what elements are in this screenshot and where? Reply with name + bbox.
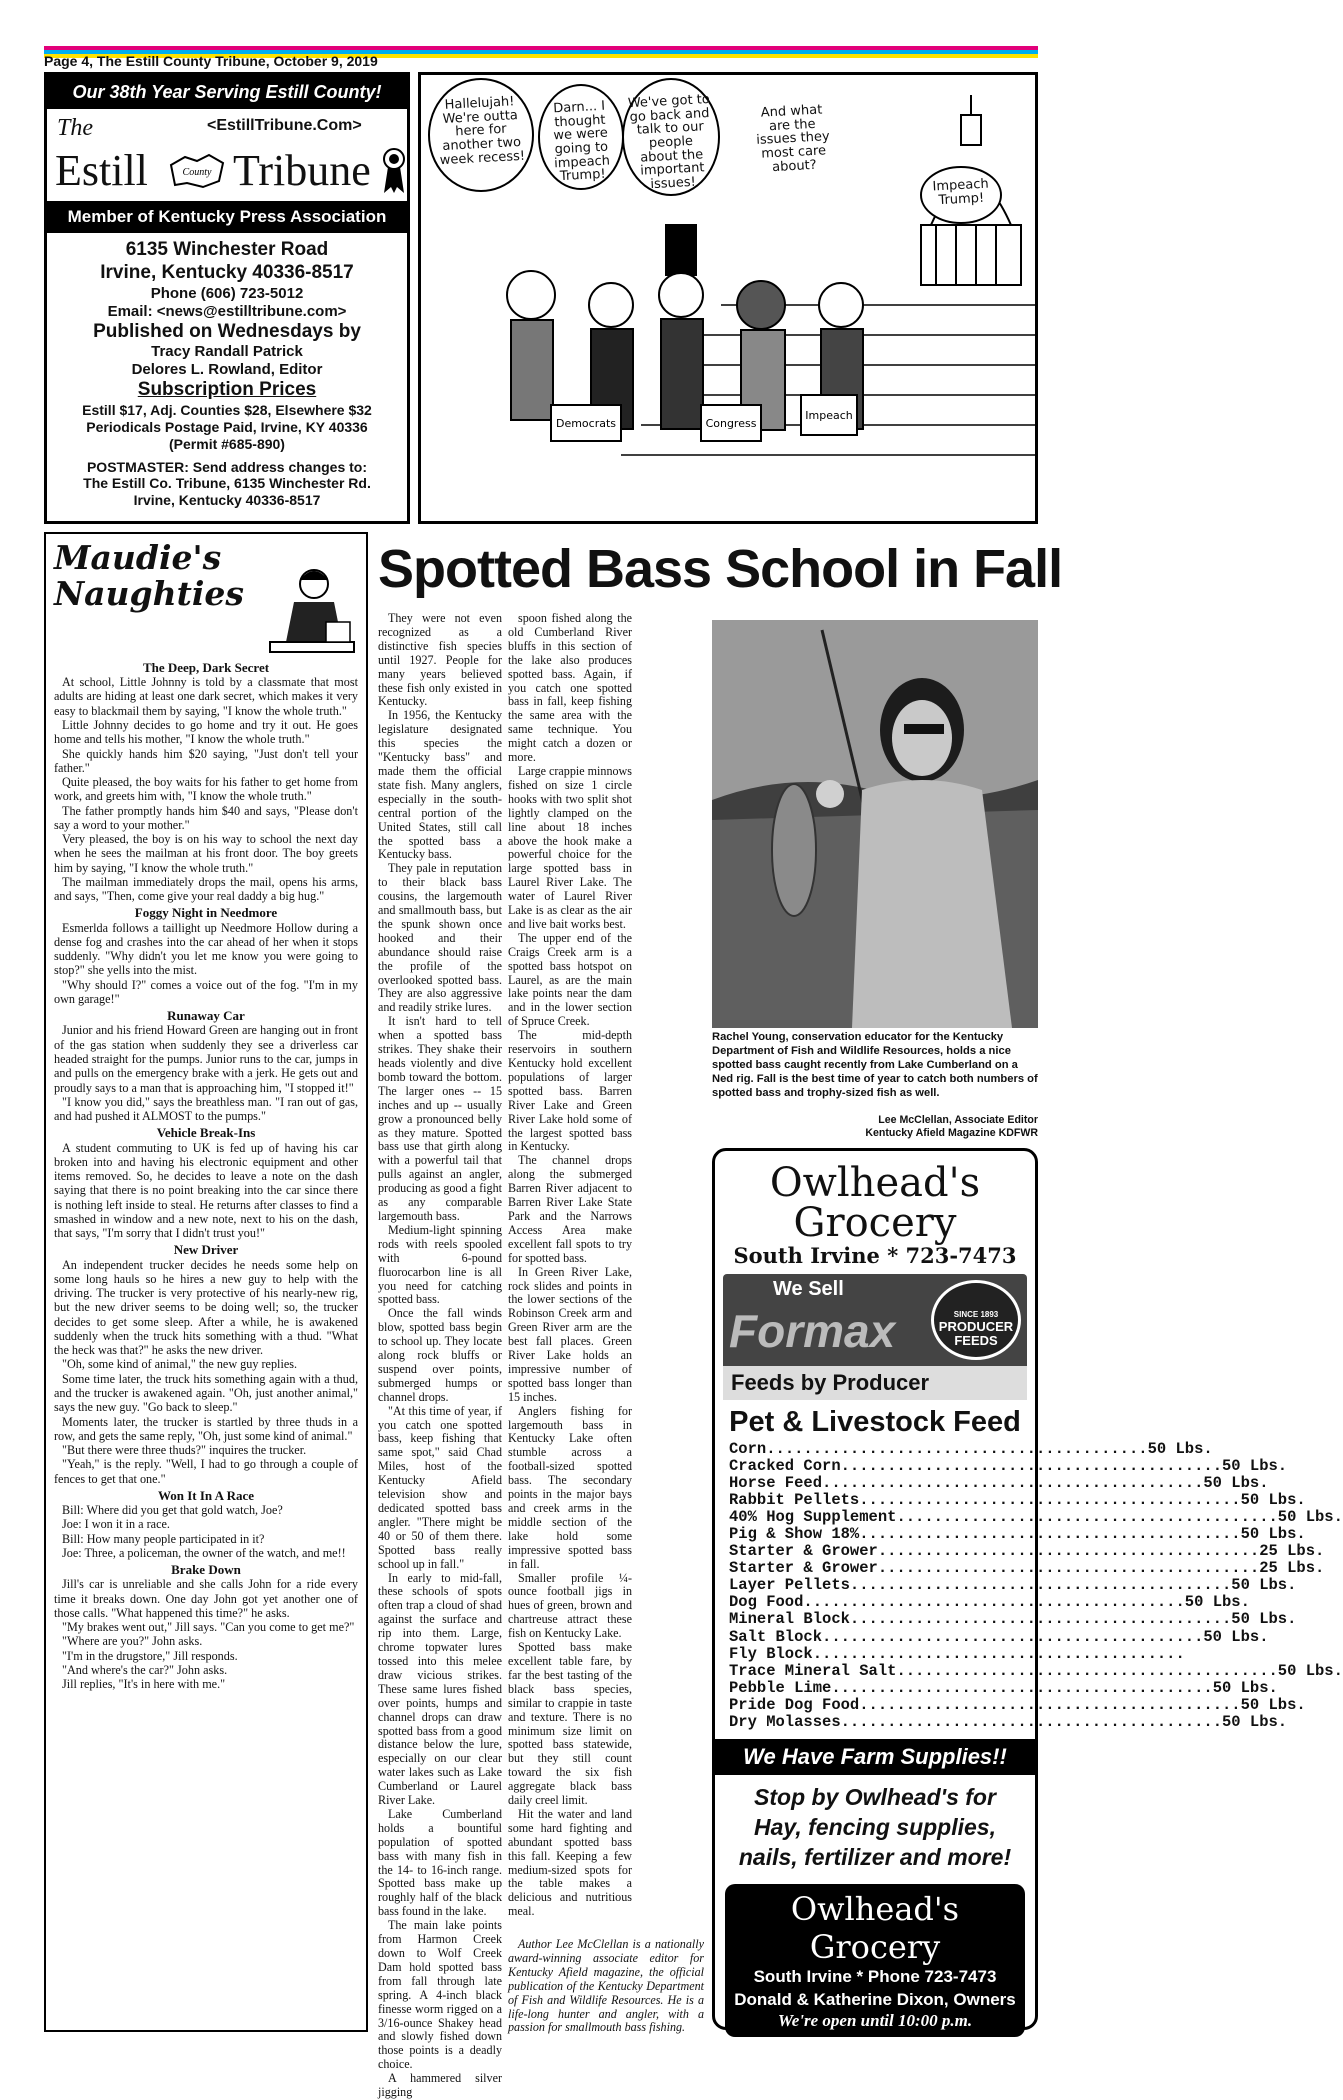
paragraph: Large crappie minnows fished on size 1 circle hooks with two split shot lightly clamped on the line about 18 inches above the hook make a powerful choice for the large spotted bass in Laurel River Lake. The water of Laurel River Lake is as clear as the air and live bait works best. — [508, 763, 632, 931]
paragraph: In Green River Lake, rock slides and points in the lower sections of the Robinson Creek arm and Green River arm are the best fall places. Green River Lake holds an impressive number of spotted bass longer than 15 inches. — [508, 1264, 632, 1404]
stop-line: Hay, fencing supplies, — [754, 1813, 996, 1840]
feed-item — [729, 1576, 1297, 1595]
feeds-by-producer: Feeds by Producer — [723, 1366, 1027, 1400]
leader-dots: ........................................ — [831, 1678, 1204, 1697]
paragraph: spoon fished along the old Cumberland River bluffs in this section of the lake also produces spotted bass. Again, if you catch one spotted bass in fall, keep fishing the same area with the same technique. You might catch a dozen or more. — [508, 611, 632, 765]
feed-item — [729, 1644, 1185, 1663]
feed-name: Fly Block — [729, 1644, 813, 1663]
footer-hours: We're open until 10:00 p.m. — [777, 2010, 973, 2030]
subscription-title: Subscription Prices — [137, 379, 317, 401]
paragraph: The channel drops along the submerged Barren River adjacent to Barren River Lake State Park and the Narrows Access Area make excellent fall spots to try for spotted bass. — [508, 1153, 632, 1265]
stop-line: Stop by Owlhead's for — [754, 1783, 996, 1810]
paragraph: "And where's the car?" John asks. — [62, 1662, 228, 1677]
logo-the: The — [57, 115, 93, 141]
feed-name: Pride Dog Food — [729, 1695, 860, 1714]
paragraph: Once the fall winds blow, spotted bass begin to school up. They locate along rock bluffs or suspend over points, submerged humps or channel drops. — [378, 1306, 502, 1404]
paragraph: Quite pleased, the boy waits for his father to get home from work, and greets him with, "I know the whole truth." — [54, 775, 358, 804]
subscription-prices: Estill $17, Adj. Counties $28, Elsewhere $32 — [82, 402, 372, 419]
angler-photo — [712, 620, 1038, 1028]
feed-name: Starter & Grower — [729, 1542, 878, 1561]
feed-weight: .50 Lbs. — [1221, 1576, 1297, 1595]
photo-caption: Rachel Young, conservation educator for the Kentucky Department of Fish and Wildlife Resources, holds a nice spotted bass caught recently from Lake Cumberland on a Ned rig. Fall is the best time of year to catch both numbers of spotted bass and trophy-sized fish as well. — [712, 1031, 1038, 1099]
paragraph: Esmerlda follows a taillight up Needmore Hollow during a dense fog and crashes into the car ahead of her when it stops suddenly. "Why didn't you let me know you were going to stop?" she yells into the mist. — [54, 920, 358, 978]
stop-line: nails, fertilizer and more! — [738, 1843, 1012, 1870]
feed-weight: .50 Lbs. — [1212, 1712, 1288, 1731]
owlheads-grocery-ad — [712, 1148, 1343, 2030]
paragraph: "At this time of year, if you catch one spotted bass, keep fishing that same spot," said Chad Miles, host of the Kentucky Afield television show and dedicated spotted bass angler. "There might be 40 or 50 of them there. Spotted bass really school up in fall." — [378, 1403, 502, 1571]
feed-weight: .50 Lbs. — [1175, 1593, 1250, 1612]
page-header: Page 4, The Estill County Tribune, October 9, 2019 — [44, 53, 378, 69]
feed-name: Pig & Show 18% — [729, 1525, 860, 1544]
feed-name: Salt Block — [729, 1627, 823, 1646]
joke-body — [54, 1023, 358, 1123]
feed-weight: .50 Lbs. — [1212, 1457, 1288, 1476]
leader-dots: ........................................ — [859, 1525, 1232, 1544]
feed-name: Starter & Grower — [729, 1559, 878, 1578]
masthead-banner: Our 38th Year Serving Estill County! — [47, 75, 407, 109]
speech-bubble: Impeach Trump! — [932, 176, 990, 208]
leader-dots: ........................................ — [896, 1508, 1269, 1527]
speech-text: And what are the issues they most care about? — [755, 102, 830, 175]
joke-body — [54, 921, 358, 1007]
paragraph: Anglers fishing for largemouth bass in Kentucky Lake often stumble across a football-sized spotted bass. The secondary points in the major bays and creek arms in the middle section of the lake hold some impressive spotted bass in fall. — [508, 1403, 632, 1571]
feed-name: Rabbit Pellets — [729, 1491, 860, 1510]
joke-title: Brake Down — [171, 1562, 241, 1578]
maudies-naughties-column — [44, 532, 368, 2032]
paragraph: Bill: Where did you get that gold watch, Joe? — [62, 1503, 283, 1518]
paragraph: She quickly hands him $20 saying, "Just don't tell your father." — [54, 746, 358, 775]
feed-item — [729, 1542, 1325, 1561]
email[interactable]: Email: <news@estilltribune.com> — [107, 302, 347, 320]
permit: (Permit #685-890) — [169, 435, 285, 452]
paragraph: "Yeah," is the reply. "Well, I had to go through a couple of fences to get that one." — [54, 1457, 358, 1486]
formax-logo: Formax — [729, 1305, 896, 1357]
paragraph: Hit the water and land some hard fighting and abundant spotted bass this fall. Keeping a few medium-sized spots for the table makes a delicious and nutritious meal. — [508, 1806, 632, 1919]
leader-dots: ........................................ — [766, 1440, 1139, 1458]
feed-weight: .50 Lbs. — [1203, 1678, 1278, 1697]
paragraph: An independent trucker decides he needs some help on some long hauls so he hires a new guy to help with the driving. The trucker is very protective of his nearly-new rig, but the new driver seems to be doing well; so, the trucker decides to get some sleep. After a while, he is awakened suddenly when the truck hits something with a thud. "What the heck was that?" he asks the new driver. — [54, 1257, 358, 1358]
paragraph: A hammered silver jigging — [378, 2071, 502, 2100]
address-line: 6135 Winchester Road — [125, 239, 329, 260]
feed-name: Cracked Corn — [729, 1457, 841, 1476]
logo-estill: Estill — [55, 146, 148, 195]
paragraph: Joe: Three, a policeman, the owner of the watch, and me!! — [62, 1545, 346, 1560]
speech-bubble: Hallelujah! We're outta here for another two week recess! — [439, 94, 526, 168]
paragraph: Lake Cumberland holds a bountiful population of spotted bass with many fish in the 14- to 16-inch range. Spotted bass make up roughly half of the black bass found in the lake. — [378, 1806, 502, 1919]
paragraph: Some time later, the truck hits something again with a thud, and the trucker is awakened again. "Oh, just another animal," says the new guy. "Go back to sleep." — [54, 1371, 358, 1415]
joke-title: Vehicle Break-Ins — [156, 1125, 256, 1141]
article-column-2 — [508, 612, 632, 2022]
paragraph: Junior and his friend Howard Green are hanging out in front of the gas station when suddenly they see a driverless car headed straight for the pumps. Junior runs to the car, jumps in and pulls on the emergency brake with a jerk. He gets out and proudly says to a man that is approaching him, "I stopped it!" — [54, 1023, 358, 1095]
paragraph: It isn't hard to tell when a spotted bass strikes. They shake their heads violently and dive bomb toward the bottom. The larger ones -- 15 inches and up -- usually grow a pronounced belly as they mature. Spotted bass use that girth along with a powerful tail that pulls against an angler, producing as good a fight as any comparable largemouth bass. — [378, 1014, 502, 1223]
footer-store-name: Owlhead's Grocery — [790, 1890, 960, 1967]
joke-title: Foggy Night in Needmore — [134, 905, 278, 921]
paragraph: "Why should I?" comes a voice out of the fog. "I'm in my own garage!" — [54, 977, 358, 1006]
feed-weight: .50 Lbs. — [1231, 1491, 1306, 1510]
feed-list — [715, 1439, 1343, 1733]
feed-name: Pebble Lime — [729, 1678, 832, 1697]
speech-bubble: We've got to go back and talk to our people about the important issues! — [627, 91, 711, 192]
article-column-1 — [378, 611, 502, 2100]
bag-label: Congress — [705, 417, 757, 430]
paragraph: Bill: How many people participated in it? — [62, 1531, 265, 1546]
joke-title: Runaway Car — [167, 1008, 245, 1024]
paragraph: The mailman immediately drops the mail, opens his arms, and says, "Then, come give your real daddy a big hug." — [54, 874, 358, 904]
bag-label: Impeach — [805, 409, 853, 422]
feed-item — [729, 1525, 1306, 1544]
periodicals: Periodicals Postage Paid, Irvine, KY 40336 — [86, 418, 368, 435]
author-bio: Author Lee McClellan is a nationally award-winning associate editor for Kentucky Afield magazine, the official publication of the Kentucky Department of Fish and Wildlife Resources. He is a life-long hunter and angler, with a passion for smallmouth bass fishing. — [508, 1937, 704, 2035]
feed-weight: .50 Lbs. — [1231, 1695, 1306, 1714]
masthead — [44, 72, 410, 524]
paragraph: Joe: I won it in a race. — [62, 1517, 170, 1532]
paragraph: Medium-light spinning rods with reels spooled with 6-pound fluorocarbon line is all you need for catching spotted bass. — [378, 1222, 502, 1307]
feed-item — [729, 1627, 1269, 1646]
award-ribbon-icon — [382, 147, 406, 195]
website: <EstillTribune.Com> — [207, 117, 362, 134]
formax-banner — [723, 1274, 1027, 1400]
paragraph: Smaller profile ¼-ounce football jigs in hues of green, brown and chartreuse attract these fish on Kentucky Lake. — [508, 1570, 632, 1641]
postmaster: POSTMASTER: Send address changes to: — [86, 458, 368, 475]
leader-dots: ........................................ — [849, 1576, 1222, 1595]
publisher: Tracy Randall Patrick — [151, 343, 303, 361]
county-map-icon — [167, 151, 227, 191]
published-line: Published on Wednesdays by — [93, 320, 361, 342]
badge-line: PRODUCER — [938, 1318, 1014, 1334]
feed-name: Dry Molasses — [729, 1712, 841, 1731]
title-line: Naughties — [54, 574, 244, 614]
paragraph: Moments later, the trucker is startled by three thuds in a row, and gets the same reply, "Oh, just some kind of animal." — [54, 1414, 358, 1443]
joke-body — [54, 675, 358, 903]
leader-dots: ........................................ — [840, 1712, 1213, 1731]
paragraph: Spotted bass make excellent table fare, by far the best tasting of the black bass species, similar to crappie in taste and texture. There is no minimum size limit on spotted bass statewide, but they still count toward the six fish aggregate black bass daily creel limit. — [508, 1640, 632, 1808]
feed-item — [729, 1559, 1325, 1578]
paragraph: The father promptly hands him $40 and says, "Please don't say a word to your mother." — [54, 803, 358, 832]
feed-name: Mineral Block — [729, 1610, 850, 1629]
feed-item — [729, 1440, 1213, 1458]
leader-dots: ........................................ — [812, 1644, 1185, 1663]
feed-item — [729, 1508, 1343, 1527]
leader-dots: ........................................ — [859, 1491, 1232, 1510]
article-headline: Spotted Bass School in Fall — [378, 539, 1063, 599]
title-line: Maudie's — [54, 538, 222, 577]
paragraph: At school, Little Johnny is told by a classmate that most adults are hiding at least one dark secret, which makes it very easy to blackmail them by saying, "I know the whole truth." — [54, 675, 358, 718]
editor: Delores L. Rowland, Editor — [131, 361, 323, 379]
speech-bubble: Darn... I thought we were going to impeach Trump! — [552, 98, 611, 185]
pet-livestock-title: Pet & Livestock Feed — [729, 1406, 1021, 1438]
credit-line: Lee McClellan, Associate Editor — [878, 1114, 1038, 1126]
producer-feeds-badge — [931, 1280, 1021, 1360]
paragraph: Jill replies, "It's in here with me." — [62, 1677, 226, 1692]
leader-dots: ........................................ — [859, 1695, 1232, 1714]
paragraph: Jill's car is unreliable and she calls John for a ride every time it breaks down. One day John got yet another one of those calls. "What happened this time?" he asks. — [54, 1577, 358, 1620]
leader-dots: ........................................ — [840, 1457, 1213, 1476]
maudie-illustration — [266, 562, 356, 662]
member-banner: Member of Kentucky Press Association — [47, 201, 407, 233]
postmaster: The Estill Co. Tribune, 6135 Winchester Rd. — [83, 475, 371, 492]
badge-line: FEEDS — [954, 1333, 998, 1349]
feed-weight: .25 Lbs. — [1249, 1559, 1325, 1578]
leader-dots: ........................................ — [849, 1610, 1222, 1629]
photo-credit — [712, 1114, 1038, 1139]
feed-name: Trace Mineral Salt — [729, 1661, 897, 1680]
joke-title: New Driver — [173, 1242, 239, 1258]
paragraph: "I know you did," says the breathless man. "I ran out of gas, and had pushed it ALMOST to the pumps." — [54, 1094, 358, 1124]
bag-label: Democrats — [555, 417, 617, 430]
feed-name: Corn — [729, 1440, 767, 1458]
paragraph: "But there were three thuds?" inquires the trucker. — [62, 1443, 307, 1458]
ad-store-sub: South Irvine * 723-7473 — [733, 1243, 1017, 1268]
feed-weight: .50 Lbs. — [1194, 1627, 1269, 1646]
paragraph: In 1956, the Kentucky legislature designated this species the "Kentucky bass" and made them the official state fish. Many anglers, especially in the south-central portion of the United States, still call the spotted bass a Kentucky bass. — [378, 708, 502, 862]
paragraph: In early to mid-fall, these schools of spots often trap a cloud of shad against the surface and rip into them. Large, chrome topwater lures tossed into this melee draw vicious strikes. These same lures fished over points, humps and channel drops can draw spotted bass from a good distance below the lure, especially on our clear water lakes such as Lake Cumberland or Laurel River Lake. — [378, 1570, 502, 1808]
feed-name: Dog Food — [729, 1593, 804, 1612]
feed-name: 40% Hog Supplement — [729, 1508, 897, 1527]
feed-weight: .50 Lbs. — [1231, 1525, 1306, 1544]
leader-dots: ........................................ — [822, 1474, 1195, 1493]
badge-since: SINCE 1893 — [953, 1310, 999, 1319]
footer-owners: Donald & Katherine Dixon, Owners — [734, 1989, 1016, 2009]
paragraph: Little Johnny decides to go home and try it out. He goes home and tells his mother, "I know the whole truth." — [54, 718, 358, 747]
feed-item — [729, 1491, 1306, 1510]
joke-title: The Deep, Dark Secret — [142, 660, 270, 675]
joke-body — [54, 1577, 358, 1691]
leader-dots: ........................................ — [877, 1559, 1250, 1578]
feed-weight: .50 Lbs. — [1268, 1661, 1343, 1680]
paragraph: They pale in reputation to their black bass cousins, the largemouth and smallmouth bass, but the spunk shown once hooked and their abundance should raise the profile of the overlooked spotted bass. They are also aggressive and readily strike lures. — [378, 861, 502, 1015]
ad-footer — [725, 1884, 1025, 2036]
paragraph: "Where are you?" John asks. — [62, 1634, 203, 1649]
paragraph: They were not even recognized as a distinctive fish species until 1927. People for many years believed these fish only existed in Kentucky. — [378, 611, 502, 709]
credit-line: Kentucky Afield Magazine KDFWR — [865, 1126, 1038, 1139]
address-line: Irvine, Kentucky 40336-8517 — [100, 261, 354, 283]
paragraph: The upper end of the Craigs Creek arm is a spotted bass hotspot on Laurel, as are the main lake points near the dam and in the lower section of Spruce Creek. — [508, 930, 632, 1029]
paragraph: "I'm in the drugstore," Jill responds. — [62, 1648, 238, 1663]
logo-tribune: Tribune — [233, 146, 371, 195]
masthead-info — [47, 233, 407, 509]
joke-title: Won It In A Race — [157, 1487, 255, 1503]
feed-item — [729, 1678, 1278, 1697]
feed-name: Horse Feed — [729, 1474, 823, 1493]
feed-item — [729, 1593, 1250, 1612]
paragraph: The mid-depth reservoirs in southern Kentucky hold excellent populations of larger spotted bass. Barren River Lake and Green River Lake hold some of the largest spotted bass in Kentucky. — [508, 1028, 632, 1154]
feed-item — [729, 1457, 1288, 1476]
feed-weight: .25 Lbs. — [1249, 1542, 1325, 1561]
we-sell: We Sell — [773, 1278, 844, 1300]
tribune-logo — [47, 109, 407, 201]
feed-item — [729, 1474, 1269, 1493]
joke-body — [54, 1503, 358, 1560]
ad-store-name: Owlhead's Grocery — [769, 1160, 981, 1246]
county-badge-text: County — [182, 167, 212, 178]
paragraph: A student commuting to UK is fed up of having his car broken into and having his electronic equipment and other items removed. So, he decides to leave a note on the dash saying that there is no point breaking into the car since there is nothing left inside to steal. He returns after classes to find a smashed in window and a new note, next to his on the dash, that says, "I'm sorry that I didn't trust you!" — [54, 1140, 358, 1241]
paragraph: "Oh, some kind of animal," the new guy replies. — [62, 1357, 298, 1372]
feed-item — [729, 1695, 1306, 1714]
leader-dots: ........................................ — [822, 1627, 1195, 1646]
joke-body — [54, 1258, 358, 1486]
editorial-cartoon — [418, 72, 1038, 524]
stop-by-text — [715, 1775, 1035, 1881]
feed-item — [729, 1610, 1297, 1629]
feed-name: Layer Pellets — [729, 1576, 850, 1595]
feed-weight: .50 Lbs. — [1268, 1508, 1343, 1527]
author-note — [508, 1937, 704, 2035]
paragraph: The main lake points from Harmon Creek down to Wolf Creek Dam hold spotted bass from fall through late spring. A 4-inch black finesse worm rigged on a 3/16-ounce Shakey head and slowly fished down those points is a deadly choice. — [378, 1918, 502, 2072]
leader-dots: ........................................ — [803, 1593, 1176, 1612]
postmaster: Irvine, Kentucky 40336-8517 — [133, 492, 321, 509]
phone: Phone (606) 723-5012 — [150, 284, 304, 302]
joke-body — [54, 1141, 358, 1241]
feed-weight: .50 Lbs. — [1138, 1440, 1213, 1458]
feed-item — [729, 1712, 1288, 1731]
paragraph: Very pleased, the boy is on his way to school the next day when he sees the mailman at his front door. The boy greets him by saying, "I know the whole truth." — [54, 832, 358, 875]
leader-dots: ........................................ — [896, 1661, 1269, 1680]
feed-weight: .50 Lbs. — [1221, 1610, 1297, 1629]
farm-supplies-banner: We Have Farm Supplies!! — [715, 1739, 1035, 1775]
footer-phone: South Irvine * Phone 723-7473 — [753, 1967, 997, 1987]
leader-dots: ........................................ — [877, 1542, 1250, 1561]
paragraph: "My brakes went out," Jill says. "Can you come to get me?" — [62, 1620, 355, 1635]
feed-item — [729, 1661, 1343, 1680]
article-photo — [712, 620, 1038, 1028]
feed-weight: .50 Lbs. — [1194, 1474, 1269, 1493]
